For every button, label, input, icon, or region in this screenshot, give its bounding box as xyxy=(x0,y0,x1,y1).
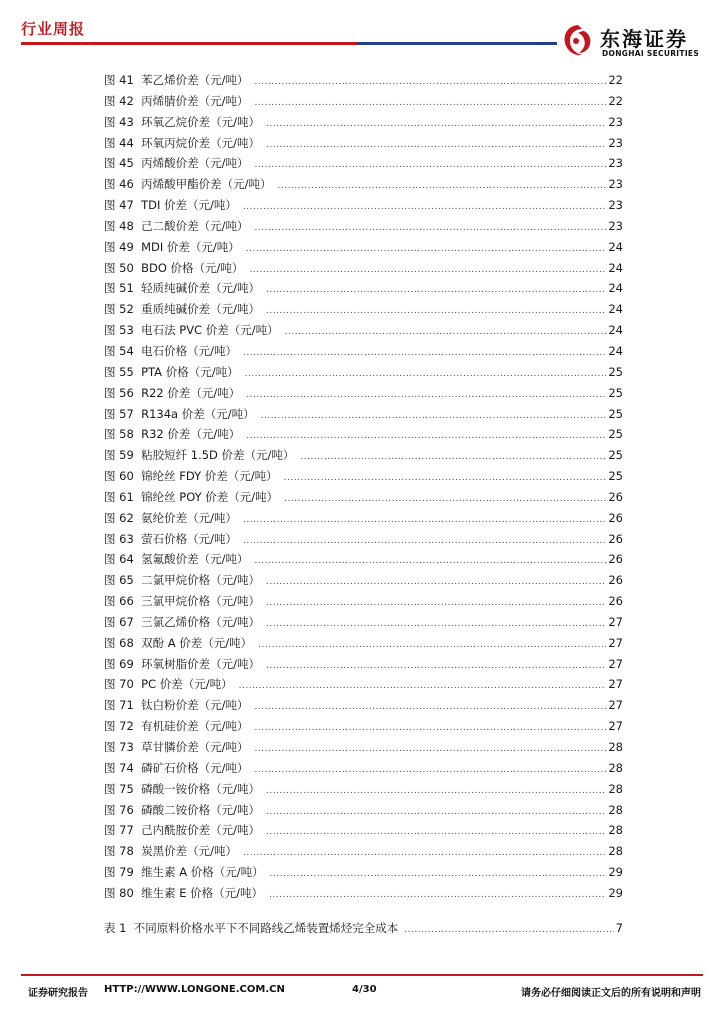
toc-entry-label: 图 51 轻质纯碱价差（元/吨） xyxy=(104,281,260,296)
toc-leader-dots xyxy=(261,406,607,427)
toc-entry-page: 28 xyxy=(608,844,623,859)
toc-entry[interactable] xyxy=(104,862,623,883)
toc-entry-label: 图 62 氨纶价差（元/吨） xyxy=(104,510,237,525)
toc-entry-label: 图 73 草甘膦价差（元/吨） xyxy=(104,740,249,754)
toc-entry-label: 图 41 苯乙烯价差（元/吨） xyxy=(104,73,249,87)
toc-entry-label: 图 66 三氯甲烷价格（元/吨） xyxy=(104,594,260,609)
toc-entry[interactable] xyxy=(104,737,623,758)
toc-entry[interactable] xyxy=(104,674,623,695)
toc-entry-page: 22 xyxy=(608,93,623,108)
toc-leader-dots xyxy=(284,489,606,510)
toc-leader-dots xyxy=(254,739,606,760)
toc-entry[interactable] xyxy=(104,654,623,675)
toc-entry-label: 图 45 丙烯酸价差（元/吨） xyxy=(104,156,249,171)
figure-toc-list xyxy=(104,70,623,904)
toc-leader-dots xyxy=(246,426,606,447)
header-rule-blue xyxy=(357,42,557,45)
toc-entry[interactable] xyxy=(104,424,623,445)
logo-english-name: DONGHAI SECURITIES xyxy=(602,49,700,58)
toc-entry[interactable] xyxy=(104,299,623,320)
toc-entry-label: 图 63 萤石价格（元/吨） xyxy=(104,531,237,546)
toc-entry-page: 29 xyxy=(608,865,623,880)
toc-entry[interactable] xyxy=(104,153,623,174)
toc-entry[interactable] xyxy=(104,591,623,612)
toc-entry[interactable] xyxy=(104,800,623,821)
toc-leader-dots xyxy=(254,551,606,572)
table-toc-entry[interactable] xyxy=(104,920,623,936)
donghai-logo xyxy=(560,22,710,62)
toc-entry-page: 25 xyxy=(608,364,623,379)
toc-leader-dots xyxy=(243,531,606,552)
toc-entry-page: 26 xyxy=(608,489,623,504)
toc-entry[interactable] xyxy=(104,278,623,299)
toc-entry[interactable] xyxy=(104,133,623,154)
toc-entry-page: 23 xyxy=(608,218,623,233)
toc-entry[interactable] xyxy=(104,487,623,508)
toc-leader-dots xyxy=(239,676,607,697)
logo-chinese-name: 东海证券 xyxy=(600,27,688,51)
toc-entry-page: 23 xyxy=(608,156,623,171)
toc-leader-dots xyxy=(266,572,606,593)
toc-leader-dots xyxy=(266,822,606,843)
toc-leader-dots xyxy=(254,72,606,93)
toc-entry[interactable] xyxy=(104,91,623,112)
toc-entry-label: 图 57 R134a 价差（元/吨） xyxy=(104,406,255,421)
toc-entry-label: 图 70 PC 价差（元/吨） xyxy=(104,677,233,692)
toc-entry-page: 26 xyxy=(608,510,623,525)
toc-entry[interactable] xyxy=(104,70,623,91)
table-entry-label: 表 1 不同原料价格水平下不同路线乙烯装置烯烃完全成本 xyxy=(104,921,399,935)
toc-entry[interactable] xyxy=(104,716,623,737)
toc-entry-page: 26 xyxy=(608,552,623,567)
toc-entry[interactable] xyxy=(104,633,623,654)
toc-leader-dots xyxy=(258,635,606,656)
toc-entry-label: 图 78 炭黑价差（元/吨） xyxy=(104,844,237,859)
toc-entry[interactable] xyxy=(104,820,623,841)
toc-leader-dots xyxy=(254,697,606,718)
toc-entry[interactable] xyxy=(104,695,623,716)
footer-report-label: 证券研究报告 xyxy=(28,988,88,999)
toc-entry[interactable] xyxy=(104,258,623,279)
toc-leader-dots xyxy=(266,280,606,301)
toc-leader-dots xyxy=(277,176,606,197)
toc-entry-label: 图 75 磷酸一铵价格（元/吨） xyxy=(104,781,260,796)
toc-leader-dots xyxy=(404,925,613,935)
toc-entry-label: 图 64 氢氟酸价差（元/吨） xyxy=(104,552,249,567)
dragon-logo-icon xyxy=(560,22,596,60)
toc-entry-label: 图 68 双酚 A 价差（元/吨） xyxy=(104,635,253,650)
toc-entry-page: 28 xyxy=(608,781,623,796)
toc-entry-label: 图 80 维生素 E 价格（元/吨） xyxy=(104,885,264,900)
toc-entry-page: 27 xyxy=(608,614,623,629)
toc-entry-label: 图 60 锦纶丝 FDY 价差（元/吨） xyxy=(104,469,278,484)
toc-entry-page: 23 xyxy=(608,135,623,150)
toc-entry-page: 24 xyxy=(608,239,623,254)
toc-entry-page: 26 xyxy=(608,531,623,546)
toc-entry-page: 24 xyxy=(608,281,623,296)
toc-leader-dots xyxy=(266,593,606,614)
toc-entry-label: 图 69 环氧树脂价差（元/吨） xyxy=(104,656,260,671)
toc-leader-dots xyxy=(269,885,606,906)
footer-disclaimer: 请务必仔细阅读正文后的所有说明和声明 xyxy=(521,988,701,999)
toc-entry-label: 图 79 维生素 A 价格（元/吨） xyxy=(104,865,264,880)
toc-leader-dots xyxy=(246,239,607,260)
table-entry-page: 7 xyxy=(615,921,623,935)
toc-entry-page: 22 xyxy=(608,73,623,87)
toc-entry-label: 图 50 BDO 价格（元/吨） xyxy=(104,260,244,275)
toc-entry-label: 图 65 二氯甲烷价格（元/吨） xyxy=(104,573,260,588)
toc-entry-page: 28 xyxy=(608,760,623,775)
toc-entry-label: 图 67 三氯乙烯价格（元/吨） xyxy=(104,614,260,629)
toc-leader-dots xyxy=(284,468,607,489)
toc-entry-label: 图 77 己内酰胺价差（元/吨） xyxy=(104,823,260,838)
toc-entry-page: 25 xyxy=(608,406,623,421)
toc-leader-dots xyxy=(243,510,606,531)
toc-entry-label: 图 54 电石价格（元/吨） xyxy=(104,343,237,358)
toc-entry-label: 图 76 磷酸二铵价格（元/吨） xyxy=(104,802,260,817)
toc-entry-page: 27 xyxy=(608,698,623,713)
toc-entry-page: 27 xyxy=(608,719,623,734)
toc-leader-dots xyxy=(243,343,606,364)
toc-entry[interactable] xyxy=(104,216,623,237)
toc-leader-dots xyxy=(266,301,606,322)
toc-entry[interactable] xyxy=(104,112,623,133)
toc-leader-dots xyxy=(243,197,606,218)
toc-leader-dots xyxy=(266,114,606,135)
toc-entry-page: 29 xyxy=(608,885,623,900)
toc-leader-dots xyxy=(266,614,606,635)
report-type-title: 行业周报 xyxy=(21,20,86,38)
toc-entry[interactable] xyxy=(104,445,623,466)
toc-entry-label: 图 59 粘胶短纤 1.5D 价差（元/吨） xyxy=(104,448,295,463)
toc-entry-page: 24 xyxy=(608,260,623,275)
toc-entry-page: 27 xyxy=(608,677,623,692)
toc-entry-page: 23 xyxy=(608,114,623,129)
footer-page-number: 4/30 xyxy=(352,984,377,995)
toc-entry[interactable] xyxy=(104,883,623,904)
toc-entry[interactable] xyxy=(104,508,623,529)
toc-entry-page: 25 xyxy=(608,469,623,484)
toc-entry-label: 图 46 丙烯酸甲酯价差（元/吨） xyxy=(104,177,272,192)
toc-entry-page: 25 xyxy=(608,427,623,442)
toc-leader-dots xyxy=(245,364,607,385)
toc-entry-page: 23 xyxy=(608,177,623,192)
toc-leader-dots xyxy=(266,802,606,823)
toc-entry-label: 图 43 环氧乙烷价差（元/吨） xyxy=(104,114,260,129)
toc-entry[interactable] xyxy=(104,841,623,862)
footer-rule xyxy=(21,974,703,976)
toc-entry-label: 图 61 锦纶丝 POY 价差（元/吨） xyxy=(104,489,279,504)
toc-entry-page: 27 xyxy=(608,635,623,650)
toc-entry-page: 24 xyxy=(608,323,623,338)
toc-entry-page: 28 xyxy=(608,802,623,817)
header-rule-red xyxy=(21,42,357,45)
toc-entry[interactable] xyxy=(104,404,623,425)
toc-entry-page: 24 xyxy=(608,343,623,358)
toc-entry-page: 26 xyxy=(608,594,623,609)
toc-leader-dots xyxy=(246,385,606,406)
toc-entry-label: 图 71 钛白粉价差（元/吨） xyxy=(104,698,249,713)
toc-leader-dots xyxy=(300,447,606,468)
toc-entry-page: 27 xyxy=(608,656,623,671)
toc-entry-label: 图 48 己二酸价差（元/吨） xyxy=(104,218,249,233)
toc-entry-page: 25 xyxy=(608,448,623,463)
toc-leader-dots xyxy=(243,843,606,864)
toc-entry-page: 26 xyxy=(608,573,623,588)
toc-entry-page: 23 xyxy=(608,198,623,213)
toc-entry[interactable] xyxy=(104,570,623,591)
toc-entry[interactable] xyxy=(104,320,623,341)
toc-leader-dots xyxy=(249,260,606,281)
toc-leader-dots xyxy=(285,322,607,343)
footer-website-link[interactable]: HTTP://WWW.LONGONE.COM.CN xyxy=(104,984,285,995)
toc-entry[interactable] xyxy=(104,779,623,800)
toc-entry[interactable] xyxy=(104,612,623,633)
toc-leader-dots xyxy=(266,135,606,156)
toc-leader-dots xyxy=(254,218,606,239)
toc-entry-page: 28 xyxy=(608,740,623,754)
toc-entry-label: 图 47 TDI 价差（元/吨） xyxy=(104,198,237,213)
toc-leader-dots xyxy=(270,864,607,885)
toc-entry-label: 图 74 磷矿石价格（元/吨） xyxy=(104,760,249,775)
toc-entry-label: 图 58 R32 价差（元/吨） xyxy=(104,427,241,442)
toc-entry[interactable] xyxy=(104,195,623,216)
toc-entry-page: 28 xyxy=(608,823,623,838)
toc-entry-page: 24 xyxy=(608,302,623,317)
toc-leader-dots xyxy=(254,760,606,781)
toc-entry-label: 图 55 PTA 价格（元/吨） xyxy=(104,364,239,379)
toc-entry[interactable] xyxy=(104,174,623,195)
toc-entry[interactable] xyxy=(104,362,623,383)
toc-entry[interactable] xyxy=(104,549,623,570)
toc-entry-label: 图 53 电石法 PVC 价差（元/吨） xyxy=(104,323,279,338)
toc-entry-page: 25 xyxy=(608,385,623,400)
toc-leader-dots xyxy=(266,781,606,802)
toc-entry[interactable] xyxy=(104,758,623,779)
toc-leader-dots xyxy=(254,155,606,176)
toc-entry-label: 图 42 丙烯腈价差（元/吨） xyxy=(104,93,249,108)
toc-entry[interactable] xyxy=(104,383,623,404)
toc-leader-dots xyxy=(254,93,606,114)
toc-entry[interactable] xyxy=(104,237,623,258)
toc-leader-dots xyxy=(254,718,606,739)
toc-entry-label: 图 52 重质纯碱价差（元/吨） xyxy=(104,302,260,317)
toc-leader-dots xyxy=(266,656,606,677)
toc-entry-label: 图 44 环氧丙烷价差（元/吨） xyxy=(104,135,260,150)
toc-entry[interactable] xyxy=(104,529,623,550)
toc-entry-label: 图 56 R22 价差（元/吨） xyxy=(104,385,241,400)
toc-entry-label: 图 49 MDI 价差（元/吨） xyxy=(104,239,240,254)
toc-entry[interactable] xyxy=(104,341,623,362)
toc-entry-label: 图 72 有机硅价差（元/吨） xyxy=(104,719,249,734)
toc-entry[interactable] xyxy=(104,466,623,487)
